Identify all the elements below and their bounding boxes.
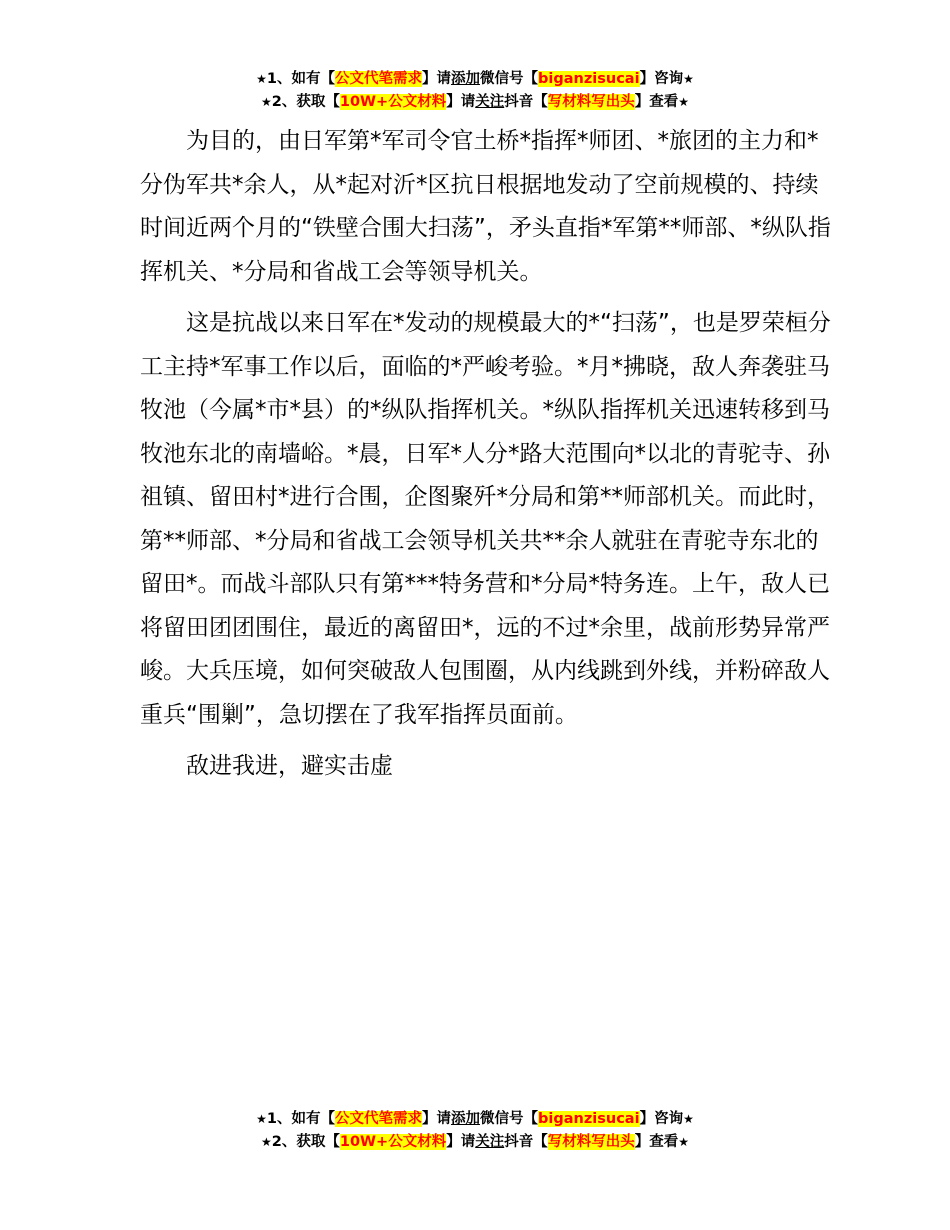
paragraph: 这是抗战以来日军在*发动的规模最大的*“扫荡”，也是罗荣桓分工主持*军事工作以后，面临的*严峻考验。*月*拂晓，敌人奔袭驻马牧池（今属*市*县）的*纵队指挥机关。*纵队指挥机关迅速转移到马牧池东北的南墙峪。*晨，日军*人分*路大范围向*以北的青驼寺、孙祖镇、留田村*进行合围，企图聚歼*分局和第**师部机关。而此时，第**师部、*分局和省战工会领导机关共**余人就驻在青驼寺东北的留田*。而战斗部队只有第***特务营和*分局*特务连。上午，敌人已将留田团团围住，最近的离留田*，远的不过*余里，战前形势异常严峻。大兵压境，如何突破敌人包围圈，从内线跳到外线，并粉碎敌人重兵“围剿”，急切摆在了我军指挥员面前。 bbox=[140, 310, 831, 728]
star-icon: ★ bbox=[261, 95, 272, 109]
banner-text: 1、如有【 bbox=[266, 1111, 336, 1127]
highlight-wechat-id: biganzisucai bbox=[538, 1111, 640, 1127]
highlight-materials: 10W+公文材料 bbox=[339, 94, 447, 110]
star-icon: ★ bbox=[683, 72, 694, 86]
highlight-douyin: 写材料写出头 bbox=[547, 94, 635, 110]
banner-line-1 bbox=[0, 1108, 950, 1131]
banner-text: 1、如有【 bbox=[266, 71, 336, 87]
highlight-materials: 10W+公文材料 bbox=[339, 1134, 447, 1150]
highlight-service: 公文代笔需求 bbox=[335, 71, 423, 87]
star-icon: ★ bbox=[678, 1135, 689, 1149]
banner-text: 】请 bbox=[422, 1111, 452, 1127]
banner-text: 】咨询 bbox=[639, 71, 684, 87]
banner-text: 】请 bbox=[422, 71, 452, 87]
star-icon: ★ bbox=[678, 95, 689, 109]
paragraph: 为目的，由日军第*军司令官土桥*指挥*师团、*旅团的主力和*分伪军共*余人，从*起对沂*区抗日根据地发动了空前规模的、持续时间近两个月的“铁壁合围大扫荡”，矛头直指*军第**师部、*纵队指挥机关、*分局和省战工会等领导机关。 bbox=[140, 128, 831, 285]
underlined-word: 关注 bbox=[475, 1134, 505, 1150]
banner-text: 】咨询 bbox=[639, 1111, 684, 1127]
document-body bbox=[140, 120, 840, 797]
banner-text: 2、获取【 bbox=[271, 1134, 340, 1150]
banner-line-2 bbox=[0, 91, 950, 114]
banner-text: 】查看 bbox=[634, 94, 679, 110]
star-icon: ★ bbox=[683, 1112, 694, 1126]
banner-text: 】请 bbox=[446, 94, 476, 110]
star-icon: ★ bbox=[261, 1135, 272, 1149]
banner-text: 2、获取【 bbox=[271, 94, 340, 110]
highlight-wechat-id: biganzisucai bbox=[538, 71, 640, 87]
star-icon: ★ bbox=[256, 72, 267, 86]
underlined-word: 关注 bbox=[475, 94, 505, 110]
highlight-douyin: 写材料写出头 bbox=[547, 1134, 635, 1150]
banner-text: 抖音【 bbox=[504, 94, 548, 110]
footer-banner bbox=[0, 1108, 950, 1154]
section-heading: 敌进我进，避实击虚 bbox=[186, 753, 393, 779]
banner-text: 】请 bbox=[446, 1134, 476, 1150]
star-icon: ★ bbox=[256, 1112, 267, 1126]
underlined-word: 添加 bbox=[451, 1111, 481, 1127]
banner-text: 微信号【 bbox=[480, 1111, 539, 1127]
underlined-word: 添加 bbox=[451, 71, 481, 87]
banner-line-2 bbox=[0, 1131, 950, 1154]
banner-text: 微信号【 bbox=[480, 71, 539, 87]
header-banner bbox=[0, 68, 950, 114]
banner-line-1 bbox=[0, 68, 950, 91]
highlight-service: 公文代笔需求 bbox=[335, 1111, 423, 1127]
banner-text: 抖音【 bbox=[504, 1134, 548, 1150]
banner-text: 】查看 bbox=[634, 1134, 679, 1150]
